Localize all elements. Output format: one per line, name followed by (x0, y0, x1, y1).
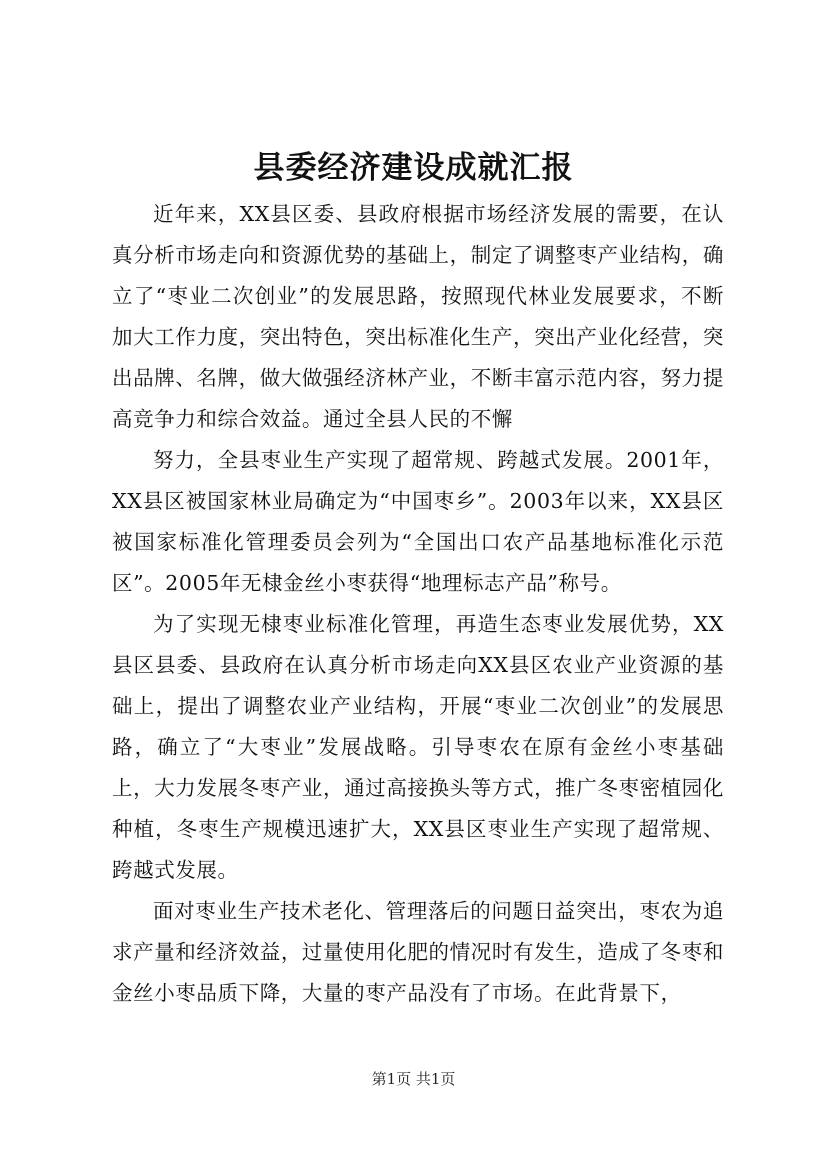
paragraph-1: 近年来，XX县区委、县政府根据市场经济发展的需要，在认真分析市场走向和资源优势的基础上，制定了调整枣产业结构，确立了“枣业二次创业”的发展思路，按照现代林业发展要求，不断加大工作力度，突出特色，突出标准化生产，突出产业化经营，突出品牌、名牌，做大做强经济林产业，不断丰富示范内容，努力提高竞争力和综合效益。通过全县人民的不懈 (112, 202, 724, 431)
document-body (112, 194, 724, 1014)
page-number-footer: 第1页 共1页 (371, 1070, 456, 1088)
paragraph-3: 为了实现无棣枣业标准化管理，再造生态枣业发展优势，XX县区县委、县政府在认真分析市场走向XX县区农业产业资源的基础上，提出了调整农业产业结构，开展“枣业二次创业”的发展思路，确立了“大枣业”发展战略。引导枣农在原有金丝小枣基础上，大力发展冬枣产业，通过高接换头等方式，推广冬枣密植园化种植，冬枣生产规模迅速扩大，XX县区枣业生产实现了超常规、跨越式发展。 (112, 612, 724, 882)
document-title: 县委经济建设成就汇报 (253, 150, 574, 186)
paragraph-2: 努力，全县枣业生产实现了超常规、跨越式发展。2001年，XX县区被国家林业局确定为“中国枣乡”。2003年以来，XX县区被国家标准化管理委员会列为“全国出口农产品基地标准化示范区”。2005年无棣金丝小枣获得“地理标志产品”称号。 (112, 448, 724, 595)
paragraph-4: 面对枣业生产技术老化、管理落后的问题日益突出，枣农为追求产量和经济效益，过量使用化肥的情况时有发生，造成了冬枣和金丝小枣品质下降，大量的枣产品没有了市场。在此背景下， (112, 899, 724, 1005)
